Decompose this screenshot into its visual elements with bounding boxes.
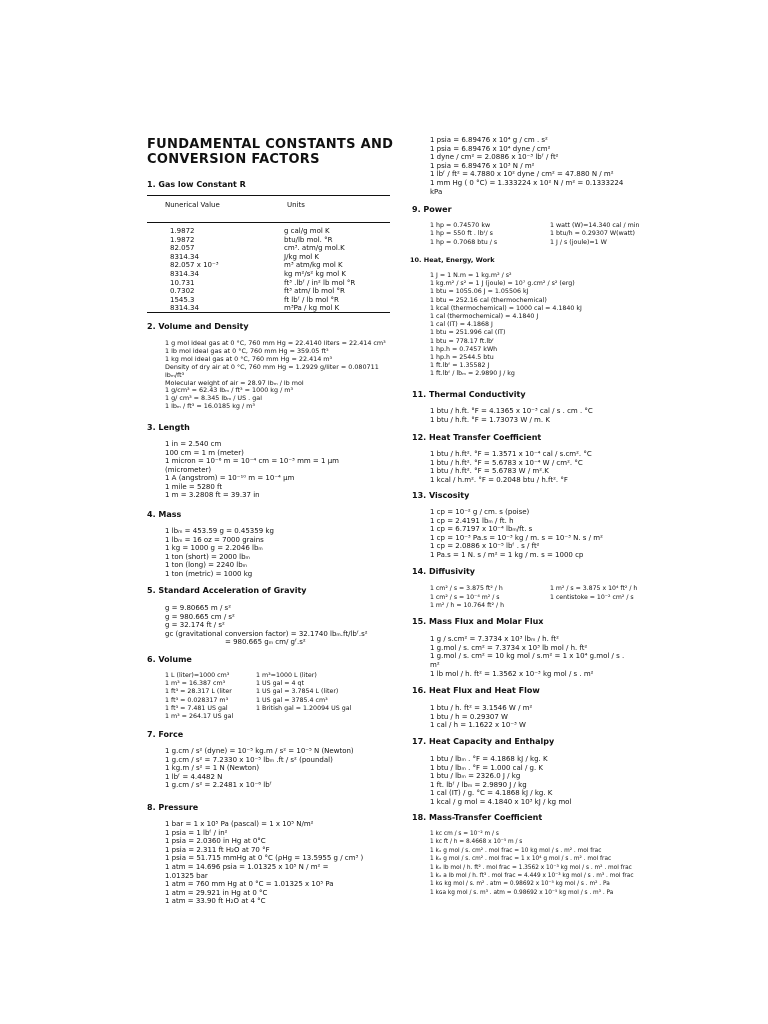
text-line: 1 cal (IT) / g. °C = 4.1868 kJ / kg. K — [430, 789, 553, 797]
text-line: 1 g.cm / s² = 2.2481 x 10⁻⁶ lbᶠ — [165, 781, 272, 790]
section-heading: 7. Force — [147, 730, 184, 739]
text-line: lbₘ/ft³ — [165, 370, 185, 379]
table-bottom-rule — [147, 312, 390, 313]
text-line: 1 kcal (thermochemical) = 1000 cal = 4.1840 kJ — [430, 304, 582, 312]
text-line: 1 kɢ kg mol / s. m² . atm = 0.98692 x 10⁻⁵ kg mol / s . m² . Pa — [430, 881, 610, 888]
text-line: 1 g mol ideal gas at 0 °C, 760 mm Hg = 22.4140 liters = 22.414 cm³ — [165, 339, 386, 347]
text-line: 1 lbᶠ / ft² = 4.7880 x 10² dyne / cm² = 47.880 N / m² — [430, 170, 614, 179]
section-heading: 10. Heat, Energy, Work — [410, 256, 495, 264]
text-line: 1 kg = 1000 g = 2.2046 lbₘ — [165, 544, 263, 552]
text-line: 1 psia = 6.89476 x 10⁴ g / cm . s² — [430, 136, 548, 144]
text-line: 1 btu / h.ft. °F = 4.1365 x 10⁻³ cal / s . cm . °C — [430, 407, 593, 415]
table-cell-value: 10.731 — [170, 278, 195, 287]
text-line: 1 mile = 5280 ft — [165, 482, 223, 491]
text-line: 1 A (angstrom) = 10⁻¹⁰ m = 10⁻⁴ μm — [165, 474, 295, 482]
text-line: 1 watt (W)=14.340 cal / min — [550, 222, 640, 229]
text-line: 1 g/ cm³ = 8.345 lbₘ / US . gal — [165, 394, 262, 403]
text-line: 1 cm² / s = 10⁻⁴ m² / s — [430, 593, 500, 601]
section-heading: 1. Gas low Constant R — [147, 180, 246, 189]
text-line: 1 psia = 1 lbᶠ / in² — [165, 828, 228, 837]
section-heading: 11. Thermal Conductivity — [412, 390, 526, 399]
text-line: 1 hp = 550 ft . lbᶠ/ s — [430, 230, 493, 238]
text-line: 1 g/cm³ = 62.43 lbₘ / ft³ = 1000 kg / m³ — [165, 386, 294, 395]
table-cell-value: 8314.34 — [170, 270, 199, 278]
section-heading: 16. Heat Flux and Heat Flow — [412, 686, 540, 695]
text-line: 1 g.cm / s² (dyne) = 10⁻⁵ kg.m / s² = 10⁻⁵ N (Newton) — [165, 747, 354, 755]
text-line: m² — [430, 661, 440, 670]
text-line: 1 atm = 760 mm Hg at 0 °C = 1.01325 x 10⁵ Pa — [165, 880, 334, 889]
table-cell-units: cm³. atm/g mol.K — [284, 244, 345, 253]
text-line: 1 kₓ g mol / s. cm² . mol frac = 1 x 10⁴ g mol / s . m² . mol frac — [430, 856, 612, 863]
text-line: 1 btu / h.ft². °F = 1.3571 x 10⁻⁴ cal / s.cm². °C — [430, 450, 592, 458]
text-line: g = 32.174 ft / s² — [165, 621, 225, 629]
text-line: 1 btu = 251.996 cal (IT) — [430, 329, 506, 337]
text-line: 1 cp = 2.4191 lbₘ / ft. h — [430, 516, 514, 525]
text-line: 1 Pa.s = 1 N. s / m² = 1 kg / m. s = 1000 cp — [430, 551, 584, 559]
text-line: 1 kᴄ ft / h = 8.4668 x 10⁻⁵ m / s — [430, 839, 523, 846]
text-line: 1 m² / h = 10.764 ft² / h — [430, 602, 505, 609]
text-line: Molecular weight of air = 28.97 lbₘ / lb mol — [165, 378, 304, 387]
text-line: 1 btu/h = 0.29307 W(watt) — [550, 230, 635, 238]
table-cell-value: 1.9872 — [170, 235, 195, 244]
text-line: 1 bar = 1 x 10⁵ Pa (pascal) = 1 x 10⁵ N/m² — [165, 820, 314, 828]
text-line: 1 ft³ = 28.317 L (liter — [165, 688, 232, 696]
text-line: 1 ft³ = 7.481 US gal — [165, 704, 228, 712]
text-line: 1 lbₘ / ft³ = 16.0185 kg / m³ — [165, 402, 255, 411]
table-cell-value: 8314.34 — [170, 304, 199, 313]
table-cell-units: m³Pa / kg mol K — [284, 304, 340, 313]
text-line: 1 atm = 14.696 psia = 1.01325 x 10⁵ N / m² = — [165, 863, 329, 871]
text-line: = 980.665 gₘ cm/ gᶠ.s² — [225, 638, 306, 646]
text-line: 1 cp = 10⁻² g / cm. s (poise) — [430, 508, 530, 516]
page-title-line1: FUNDAMENTAL CONSTANTS AND — [147, 137, 394, 152]
table-cell-value: 0.7302 — [170, 287, 195, 296]
table-header-value: Nunerical Value — [165, 201, 220, 209]
text-line: 1 dyne / cm² = 2.0886 x 10⁻³ lbᶠ / ft² — [430, 153, 559, 162]
text-line: 1 cm² / s = 3.875 ft² / h — [430, 585, 503, 592]
section-heading: 9. Power — [412, 205, 452, 214]
table-cell-units: btu/lb mol. °R — [284, 235, 333, 244]
text-line: 1 cp = 10⁻³ Pa.s = 10⁻³ kg / m. s = 10⁻³ N. s / m² — [430, 533, 603, 542]
text-line: 1 ton (long) = 2240 lbₘ — [165, 561, 248, 569]
text-line: 1 m³ = 16.387 cm³ — [165, 680, 226, 688]
text-line: 1 btu / h = 0.29307 W — [430, 712, 508, 721]
text-line: 1 mm Hg ( 0 °C) = 1.333224 x 10² N / m² = 0.1333224 — [430, 179, 624, 187]
text-line: 1 g / s.cm² = 7.3734 x 10³ lbₘ / h. ft² — [430, 635, 559, 643]
text-line: 1 micron = 10⁻⁶ m = 10⁻⁴ cm = 10⁻³ mm = 1 μm — [165, 457, 339, 465]
section-heading: 12. Heat Transfer Coefficient — [412, 433, 542, 442]
text-line: 1 lbₘ = 16 oz = 7000 grains — [165, 535, 264, 544]
table-cell-units: ft lbᶠ / lb mol °R — [284, 295, 339, 304]
text-line: 1 kcal / g mol = 4.1840 x 10³ kJ / kg mol — [430, 797, 572, 806]
text-line: 1 psia = 51.715 mmHg at 0 °C (ρHg = 13.5955 g / cm³ ) — [165, 854, 364, 863]
table-cell-value: 82.057 — [170, 244, 195, 253]
text-line: 1 kcal / h.m². °F = 0.2048 btu / h.ft². °F — [430, 475, 568, 484]
table-cell-value: 1.9872 — [170, 227, 195, 235]
text-line: 1 m³=1000 L (liter) — [256, 672, 317, 679]
section-heading: 17. Heat Capacity and Enthalpy — [412, 737, 555, 746]
text-line: 1 ton (metric) = 1000 kg — [165, 569, 253, 578]
text-line: 1 cal (thermochemical) = 4.1840 J — [430, 313, 539, 320]
text-line: g = 9.80665 m / s² — [165, 604, 232, 612]
table-cell-units: ft³ .lbᶠ / in² lb mol °R — [284, 278, 356, 287]
text-line: 1 British gal = 1.20094 US gal — [256, 704, 352, 712]
text-line: 1 btu / h. ft² = 3.1546 W / m² — [430, 704, 533, 712]
table-cell-units: g cal/g mol K — [284, 227, 330, 235]
text-line: 1 J / s (joule)=1 W — [550, 238, 607, 246]
text-line: 1 ft³ = 0.028317 m³ — [165, 696, 229, 704]
table-cell-units: ft³ atm/ lb mol °R — [284, 287, 345, 296]
text-line: 1 psia = 6.89476 x 10⁴ dyne / cm² — [430, 144, 551, 153]
section-heading: 15. Mass Flux and Molar Flux — [412, 617, 544, 626]
text-line: 1 m² / s = 3.875 x 10⁴ ft² / h — [550, 585, 638, 592]
text-line: 1 kₓ lb mol / h. ft² . mol frac = 1.3562 x 10⁻³ kg mol / s . m² . mol frac — [430, 864, 632, 871]
text-line: 1 kₓ g mol / s. cm² . mol frac = 10 kg mol / s . m² . mol frac — [430, 847, 602, 854]
text-line: 1 centistoke = 10⁻² cm² / s — [550, 593, 634, 601]
text-line: 1 btu / lbₘ . °F = 4.1868 kJ / kg. K — [430, 755, 548, 763]
text-line: 1 btu / h.ft². °F = 5.6783 x 10⁻⁴ W / cm². °C — [430, 458, 583, 467]
text-line: 1 btu / h.ft. °F = 1.73073 W / m. K — [430, 416, 550, 424]
text-line: gc (gravitational conversion factor) = 32.1740 lbₘ.ft/lbᶠ.s² — [165, 629, 368, 638]
text-line: 1 hp.h = 2544.5 btu — [430, 354, 494, 361]
text-line: 1 btu / lbₘ . °F = 1.000 cal / g. K — [430, 763, 544, 772]
section-heading: 18. Mass-Transfer Coefficient — [412, 813, 543, 822]
text-line: 100 cm = 1 m (meter) — [165, 448, 244, 457]
section-heading: 14. Diffusivity — [412, 567, 476, 576]
table-cell-units: kg m²/s² kg mol K — [284, 270, 346, 278]
text-line: 1 lb mol ideal gas at 0 °C, 760 mm Hg = 359.05 ft³ — [165, 346, 329, 355]
text-line: 1 kₓ a lb mol / h. ft³ . mol frac = 4.449 x 10⁻³ kg mol / s . m³ . mol frac — [430, 873, 634, 879]
text-line: 1 lbₘ = 453.59 g = 0.45359 kg — [165, 527, 274, 535]
text-line: 1 g.mol / s. cm² = 10 kg mol / s.m² = 1 x 10⁴ g.mol / s . — [430, 652, 625, 661]
text-line: 1 g.cm / s² = 7.2330 x 10⁻⁵ lbₘ .ft / s² (poundal) — [165, 755, 333, 764]
text-line: 1 psia = 2.311 ft H₂O at 70 °F — [165, 845, 270, 854]
text-line: 1 g.mol / s. cm² = 7.3734 x 10³ lb mol / h. ft² — [430, 643, 588, 652]
table-header-rule — [147, 222, 390, 223]
table-top-rule — [147, 195, 390, 196]
text-line: 1 J = 1 N.m = 1 kg.m² / s² — [430, 272, 512, 279]
text-line: 1 L (liter)=1000 cm³ — [165, 672, 230, 679]
section-heading: 2. Volume and Density — [147, 322, 249, 331]
text-line: 1 btu = 778.17 ft.lbᶠ — [430, 337, 494, 345]
text-line: 1 cal (IT) = 4.1868 J — [430, 321, 493, 329]
text-line: 1 kg.m² / s² = 1 J (joule) = 10⁷ g.cm² / s² (erg) — [430, 280, 575, 288]
text-line: 1 kɢa kg mol / s. m³ . atm = 0.98692 x 10⁻⁵ kg mol / s . m³ . Pa — [430, 889, 614, 896]
text-line: 1 hp = 0.7068 btu / s — [430, 238, 498, 246]
text-line: 1 cp = 6.7197 x 10⁻⁴ lbₘ/ft. s — [430, 525, 533, 534]
text-line: g = 980.665 cm / s² — [165, 612, 235, 621]
text-line: kPa — [430, 187, 443, 196]
text-line: 1 kg mol ideal gas at 0 °C, 760 mm Hg = 22.414 m³ — [165, 354, 333, 363]
section-heading: 5. Standard Acceleration of Gravity — [147, 586, 307, 595]
text-line: 1.01325 bar — [165, 871, 208, 880]
text-line: 1 atm = 33.90 ft H₂O at 4 °C — [165, 897, 266, 906]
text-line: (micrometer) — [165, 465, 212, 474]
table-cell-units: J/kg mol K — [284, 252, 320, 261]
text-line: 1 ft.lbᶠ / lbₘ = 2.9890 J / kg — [430, 370, 515, 378]
text-line: 1 kᴄ cm / s = 10⁻² m / s — [430, 831, 499, 837]
table-cell-value: 82.057 x 10⁻³ — [170, 261, 219, 270]
text-line: 1 in = 2.540 cm — [165, 440, 222, 448]
text-line: 1 cp = 2.0886 x 10⁻⁵ lbᶠ . s / ft² — [430, 542, 540, 551]
text-line: 1 ft. lbᶠ / lbₘ = 2.9890 J / kg — [430, 780, 527, 789]
text-line: 1 btu = 1055.06 J = 1.05506 kJ — [430, 288, 529, 296]
table-cell-value: 8314.34 — [170, 252, 199, 261]
text-line: 1 hp.h = 0.7457 kWh — [430, 345, 498, 353]
table-header-units: Units — [287, 201, 305, 209]
table-cell-units: m³ atm/kg mol K — [284, 261, 343, 270]
section-heading: 6. Volume — [147, 655, 192, 664]
section-heading: 8. Pressure — [147, 803, 199, 812]
text-line: 1 m = 3.2808 ft = 39.37 in — [165, 491, 260, 499]
text-line: 1 m³ = 264.17 US gal — [165, 713, 234, 720]
text-line: 1 lb mol / h. ft² = 1.3562 x 10⁻³ kg mol / s . m² — [430, 669, 594, 678]
section-heading: 3. Length — [147, 423, 190, 432]
page-title-line2: CONVERSION FACTORS — [147, 152, 320, 167]
text-line: 1 US gal = 3.7854 L (liter) — [256, 688, 339, 696]
table-cell-value: 1545.3 — [170, 295, 195, 304]
text-line: 1 ft.lbᶠ = 1.35582 J — [430, 362, 490, 370]
text-line: 1 US gal = 4 qt — [256, 680, 304, 688]
text-line: 1 kg.m / s² = 1 N (Newton) — [165, 764, 260, 773]
text-line: Density of dry air at 0 °C, 760 mm Hg = 1.2929 g/liter = 0.080711 — [165, 362, 379, 371]
text-line: 1 btu / h.ft². °F = 5.6783 W / m².K — [430, 467, 549, 476]
section-heading: 13. Viscosity — [412, 491, 470, 500]
text-line: 1 psia = 2.0360 in Hg at 0°C — [165, 837, 266, 846]
text-line: 1 cal / h = 1.1622 x 10⁻³ W — [430, 721, 526, 730]
text-line: 1 btu = 252.16 cal (thermochemical) — [430, 296, 547, 304]
text-line: 1 atm = 29.921 in Hg at 0 °C — [165, 888, 268, 897]
text-line: 1 psia = 6.89476 x 10³ N / m² — [430, 161, 535, 170]
text-line: 1 US gal = 3785.4 cm³ — [256, 696, 328, 704]
text-line: 1 hp = 0.74570 kw — [430, 222, 491, 229]
text-line: 1 lbᶠ = 4.4482 N — [165, 772, 223, 781]
section-heading: 4. Mass — [147, 510, 182, 519]
text-line: 1 ton (short) = 2000 lbₘ — [165, 552, 250, 561]
text-line: 1 btu / lbₘ = 2326.0 J / kg — [430, 772, 521, 780]
